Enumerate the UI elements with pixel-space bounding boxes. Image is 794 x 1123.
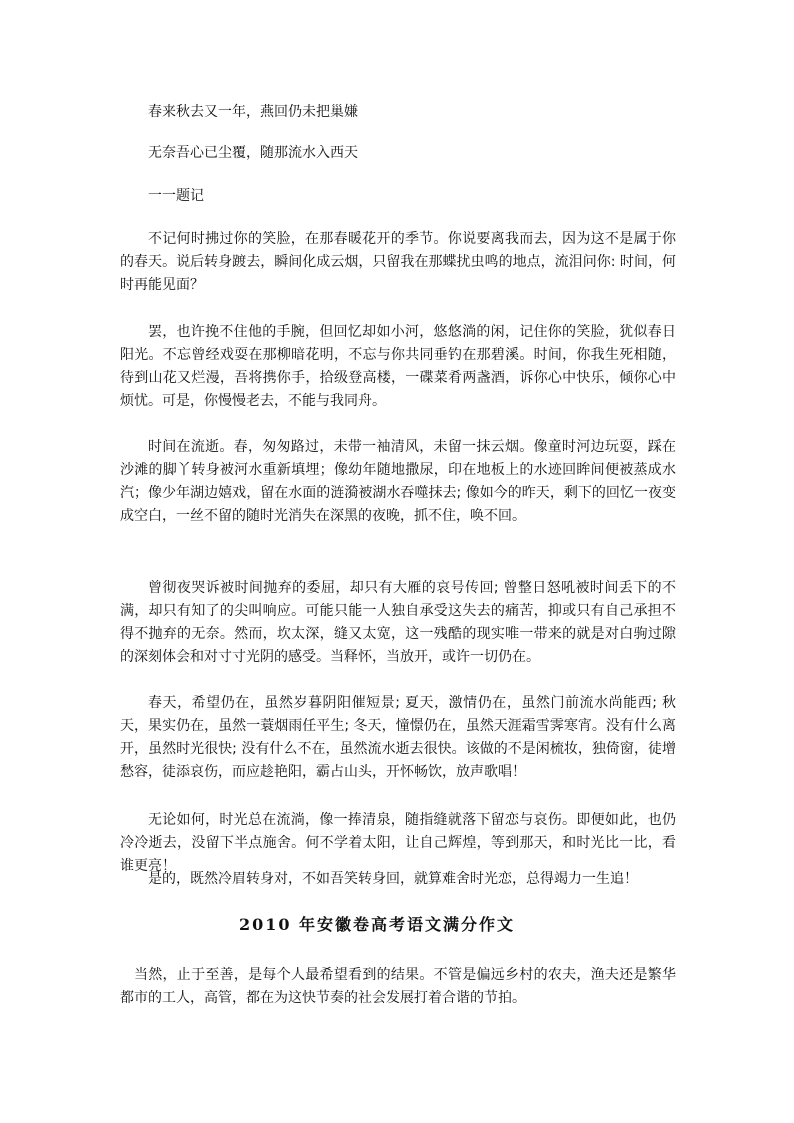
essay-paragraph-4: 曾彻夜哭诉被时间抛弃的委屈，却只有大雁的哀号传回; 曾整日怒吼被时间丢下的不满，却只有知了的尖叫响应。可能只能一人独自承受这失去的痛苦，抑或只有自己承担不得不抛弃的无奈。然而，坎太深，缝又太宽，这一残酷的现实唯一带来的就是对白驹过隙的深刻体会和对寸寸光阴的感受。当释怀，当放开，或许一切仍在。 xyxy=(120,580,676,665)
poem-line-2: 无奈吾心已尘覆，随那流水入西天 xyxy=(148,145,358,161)
essay-paragraph-2: 罢，也许挽不住他的手腕，但回忆却如小河，悠悠淌的闲，记住你的笑脸，犹似春日阳光。不忘曾经戏耍在那柳暗花明，不忘与你共同垂钓在那碧溪。时间，你我生死相随，待到山花又烂漫，吾将携你手，拾级登高楼，一碟菜肴两盏酒，诉你心中快乐，倾你心中烦忧。可是，你慢慢老去，不能与我同舟。 xyxy=(120,324,676,409)
next-article-title: 2010 年安徽卷高考语文满分作文 xyxy=(238,915,516,934)
essay-paragraph-6: 无论如何，时光总在流淌，像一捧清泉，随指缝就落下留恋与哀伤。即便如此，也仍冷冷逝去，没留下半点施舍。何不学着太阳，让自己辉煌，等到那天，和时光比一比，看谁更亮！ xyxy=(120,812,676,874)
essay-paragraph-7: 是的，既然冷眉转身对，不如吾笑转身回，就算难舍时光恋，总得竭力一生追！ xyxy=(148,871,638,887)
essay-paragraph-5: 春天，希望仍在，虽然岁暮阴阳催短景; 夏天，激情仍在，虽然门前流水尚能西; 秋天，果实仍在，虽然一蓑烟雨任平生; 冬天，憧憬仍在，虽然天涯霜雪霁寒宵。没有什么离开，虽然时光很快; 没有什么不在，虽然流水逝去很快。该做的不是闲梳妆，独倚窗，徒增愁容，徒添哀伤，而应趁艳阳，霸占山头，开怀畅饮，放声歌唱！ xyxy=(120,695,676,780)
essay-paragraph-3: 时间在流逝。春，匆匆路过，未带一袖清风，未留一抹云烟。像童时河边玩耍，踩在沙滩的脚丫转身被河水重新填埋；像幼年随地撒尿，印在地板上的水迹回眸间便被蒸成水汽；像少年湖边嬉戏，留在水面的涟漪被湖水吞噬抹去; 像如今的昨天，剩下的回忆一夜变成空白，一丝不留的随时光消失在深黑的夜晚，抓不住，唤不回。 xyxy=(120,439,676,524)
essay-paragraph-1: 不记何时拂过你的笑脸，在那春暖花开的季节。你说要离我而去，因为这不是属于你的春天。说后转身踱去，瞬间化成云烟，只留我在那蝶扰虫鸣的地点，流泪问你: 时间，何时再能见面？ xyxy=(120,231,676,293)
next-article-paragraph-1: 当然，止于至善，是每个人最希望看到的结果。不管是偏远乡村的农夫，渔夫还是繁华都市的工人，高管，都在为这快节奏的社会发展打着合谐的节拍。 xyxy=(120,967,676,1006)
poem-line-1: 春来秋去又一年，燕回仍未把巢嫌 xyxy=(148,104,358,120)
poem-signature: 一一题记 xyxy=(148,188,204,204)
